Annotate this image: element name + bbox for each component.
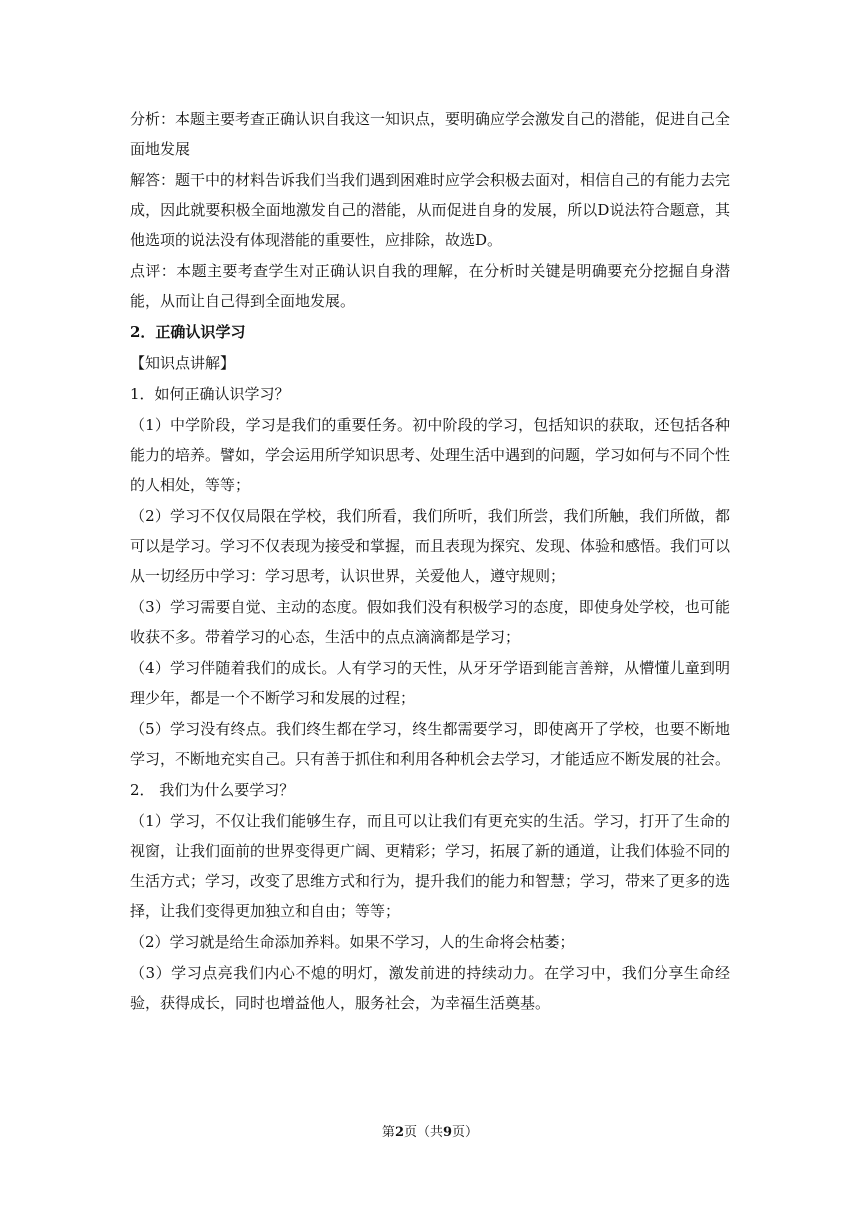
list-item: （5）学习没有终点。我们终生都在学习，终生都需要学习，即使离开了学校，也要不断地学习，不断地充实自己。只有善于抓住和利用各种机会去学习，才能适应不断发展的社会。 [130,720,731,768]
page-footer [0,1124,860,1142]
footer-middle: 页（共 [403,1125,443,1140]
answer-paragraph: 解答：题干中的材料告诉我们当我们遇到困难时应学会积极去面对，相信自己的有能力去完成，因此就要积极全面地激发自己的潜能，从而促进自身的发展，所以D说法符合题意，其他选项的说法没有体现潜能的重要性，应排除，故选D。 [130,171,731,249]
comment-paragraph: 点评：本题主要考查学生对正确认识自我的理解，在分析时关键是明确要充分挖掘自身潜能，从而让自己得到全面地发展。 [130,262,730,310]
list-item: （1）中学阶段，学习是我们的重要任务。初中阶段的学习，包括知识的获取，还包括各种能力的培养。譬如，学会运用所学知识思考、处理生活中遇到的问题，学习如何与不同个性的人相处，等等； [130,416,731,494]
list-item: （2）学习不仅仅局限在学校，我们所看，我们所听，我们所尝，我们所触，我们所做，都可以是学习。学习不仅表现为接受和掌握，而且表现为探究、发现、体验和感悟。我们可以从一切经历中学习：学习思考，认识世界，关爱他人，遵守规则； [130,507,731,585]
list-item: （4）学习伴随着我们的成长。人有学习的天性，从牙牙学语到能言善辩，从懵懂儿童到明理少年，都是一个不断学习和发展的过程； [130,659,730,707]
knowledge-label: 【知识点讲解】 [130,354,236,372]
total-page-count: 9 [443,1125,453,1140]
current-page-number: 2 [394,1125,404,1140]
document-body [130,104,730,1019]
section-heading: 2．正确认识学习 [130,323,246,341]
question-heading-2: 2． 我们为什么要学习？ [130,781,295,799]
analysis-paragraph: 分析：本题主要考查正确认识自我这一知识点，要明确应学会激发自己的潜能，促进自己全面地发展 [130,110,731,158]
footer-suffix: 页） [452,1125,479,1140]
list-item: （3）学习点亮我们内心不熄的明灯，激发前进的持续动力。在学习中，我们分享生命经验，获得成长，同时也增益他人，服务社会，为幸福生活奠基。 [130,964,730,1012]
list-item: （1）学习，不仅让我们能够生存，而且可以让我们有更充实的生活。学习，打开了生命的视窗，让我们面前的世界变得更广阔、更精彩；学习，拓展了新的通道，让我们体验不同的生活方式；学习，改变了思维方式和行为，提升我们的能力和智慧；学习，带来了更多的选择，让我们变得更加独立和自由；等等； [130,812,731,920]
list-item: （2）学习就是给生命添加养料。如果不学习，人的生命将会枯萎； [130,933,575,951]
question-heading-1: 1．如何正确认识学习？ [130,385,290,403]
footer-prefix: 第 [381,1125,395,1140]
list-item: （3）学习需要自觉、主动的态度。假如我们没有积极学习的态度，即使身处学校，也可能收获不多。带着学习的心态，生活中的点点滴滴都是学习； [130,598,730,646]
